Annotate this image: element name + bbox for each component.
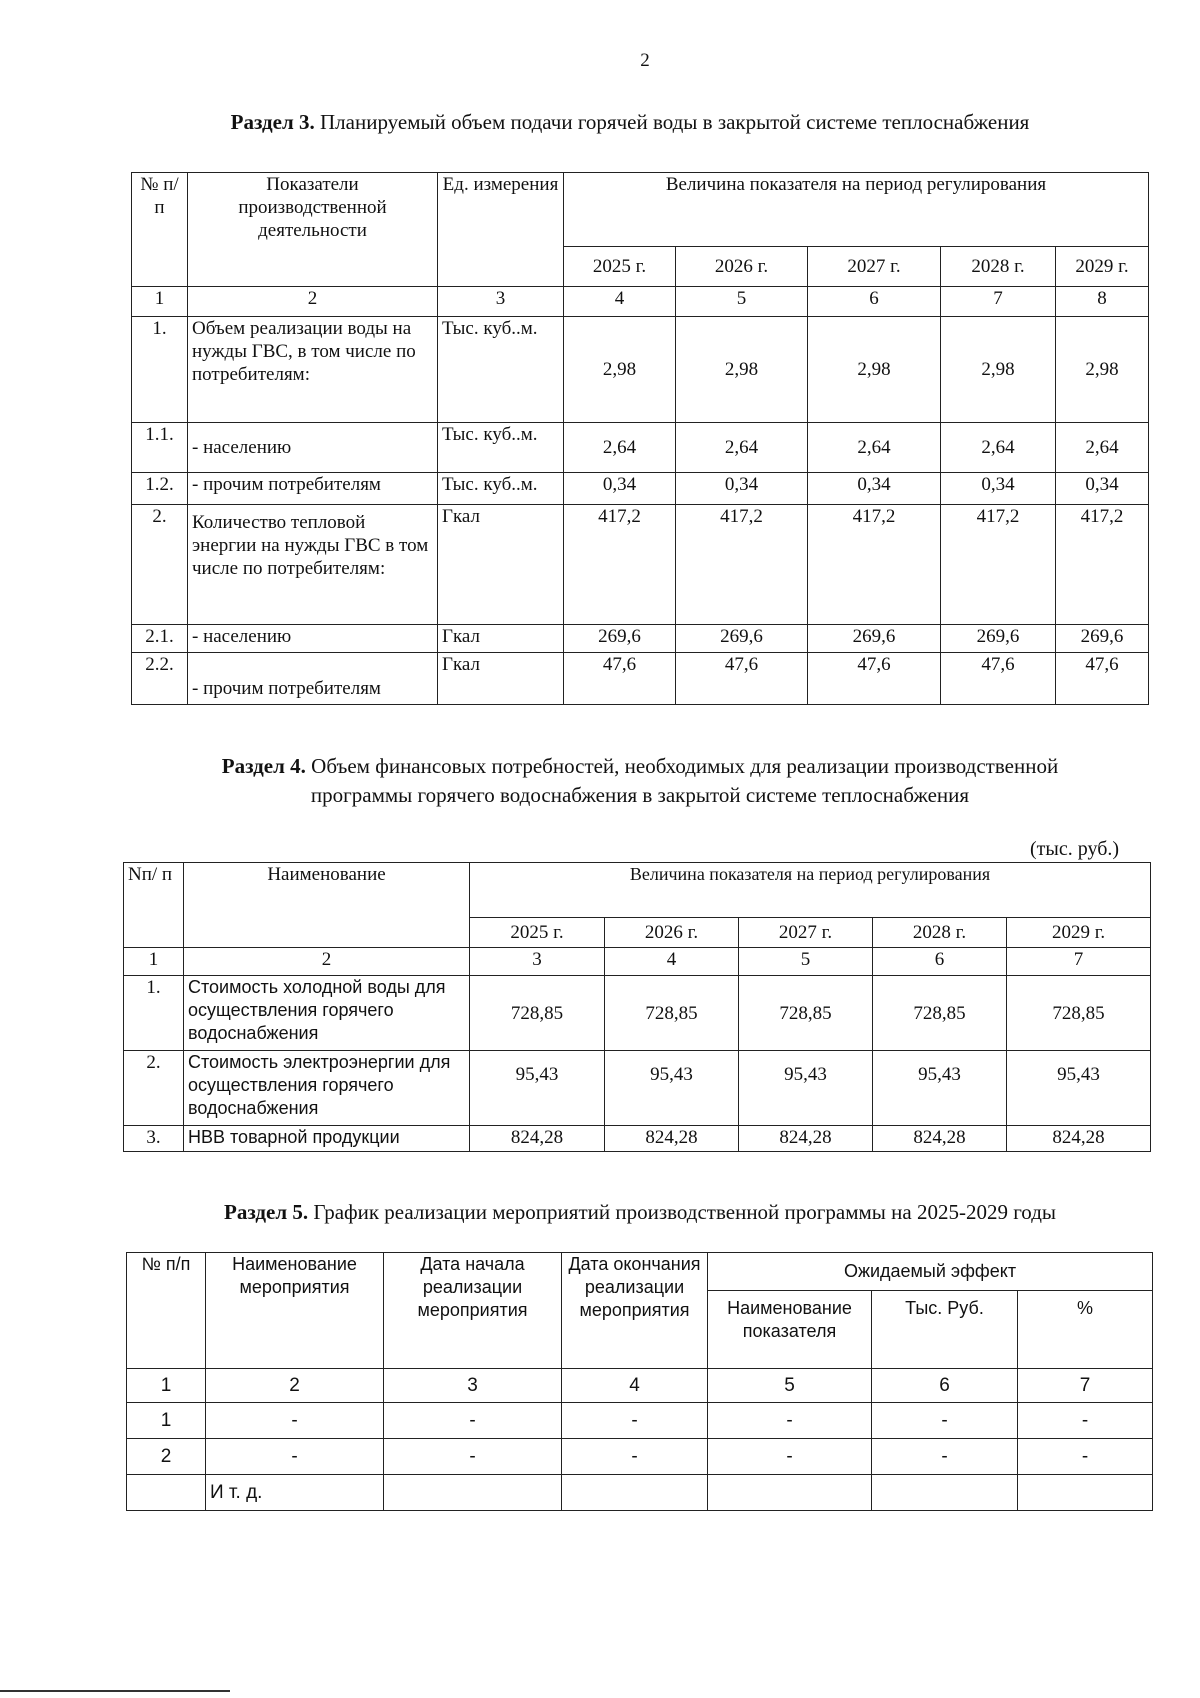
row-value: 2,64 bbox=[941, 423, 1056, 473]
table-row bbox=[127, 1475, 1153, 1511]
row-unit: Тыс. куб..м. bbox=[438, 423, 564, 473]
row-value: 47,6 bbox=[1056, 653, 1149, 705]
row-value: 824,28 bbox=[605, 1126, 739, 1152]
row-num: 1. bbox=[124, 976, 184, 1051]
s4-header-name: Наименование bbox=[184, 863, 470, 948]
table-row bbox=[132, 653, 1149, 705]
row-value: 47,6 bbox=[676, 653, 808, 705]
section4-title-line2: программы горячего водоснабжения в закрытой системе теплоснабжения bbox=[310, 783, 970, 807]
cell bbox=[708, 1475, 872, 1511]
s3-header-num: № п/п bbox=[132, 173, 188, 287]
row-value: 417,2 bbox=[1056, 505, 1149, 625]
s5-header-effect-name: Наименование показателя bbox=[708, 1291, 872, 1369]
row-value: 0,34 bbox=[808, 473, 941, 505]
row-value: 2,98 bbox=[1056, 317, 1149, 423]
cell: - bbox=[1018, 1403, 1153, 1439]
section5-table bbox=[126, 1252, 1153, 1511]
section3-table bbox=[131, 172, 1149, 705]
row-name: НВВ товарной продукции bbox=[184, 1126, 470, 1152]
cell bbox=[384, 1475, 562, 1511]
row-value: 2,64 bbox=[564, 423, 676, 473]
section4-heading bbox=[130, 752, 1150, 810]
row-value: 269,6 bbox=[564, 625, 676, 653]
table-row bbox=[132, 505, 1149, 625]
s4-col-num: 3 bbox=[470, 948, 605, 976]
s3-year: 2027 г. bbox=[808, 247, 941, 287]
row-num: 1.2. bbox=[132, 473, 188, 505]
s5-col-num: 3 bbox=[384, 1369, 562, 1403]
s3-col-num: 4 bbox=[564, 287, 676, 317]
table-row bbox=[127, 1403, 1153, 1439]
row-num: 2. bbox=[132, 505, 188, 625]
row-name: - населению bbox=[188, 625, 438, 653]
row-value: 0,34 bbox=[564, 473, 676, 505]
cell: - bbox=[708, 1403, 872, 1439]
s4-year: 2028 г. bbox=[873, 918, 1007, 948]
s5-header-start: Дата начала реализации мероприятия bbox=[384, 1253, 562, 1369]
cell: - bbox=[384, 1403, 562, 1439]
s3-col-num: 2 bbox=[188, 287, 438, 317]
s5-header-effect-pct: % bbox=[1018, 1291, 1153, 1369]
s5-col-num: 4 bbox=[562, 1369, 708, 1403]
cell: 2 bbox=[127, 1439, 206, 1475]
s4-col-num: 5 bbox=[739, 948, 873, 976]
row-value: 95,43 bbox=[470, 1051, 605, 1126]
section3-heading bbox=[150, 108, 1110, 137]
s4-header-num: Nп/ п bbox=[124, 863, 184, 948]
s3-year: 2029 г. bbox=[1056, 247, 1149, 287]
row-num: 1.1. bbox=[132, 423, 188, 473]
s3-col-num: 3 bbox=[438, 287, 564, 317]
row-value: 417,2 bbox=[564, 505, 676, 625]
row-value: 47,6 bbox=[808, 653, 941, 705]
s5-header-name: Наименование мероприятия bbox=[206, 1253, 384, 1369]
s3-col-num: 8 bbox=[1056, 287, 1149, 317]
section3-label: Раздел 3. bbox=[230, 110, 315, 134]
s3-header-value-group: Величина показателя на период регулирования bbox=[564, 173, 1149, 247]
s5-header-end: Дата окончания реализации мероприятия bbox=[562, 1253, 708, 1369]
s3-year: 2028 г. bbox=[941, 247, 1056, 287]
cell: - bbox=[1018, 1439, 1153, 1475]
cell bbox=[872, 1475, 1018, 1511]
row-name: Объем реализации воды на нужды ГВС, в том числе по потребителям: bbox=[188, 317, 438, 423]
row-value: 95,43 bbox=[1007, 1051, 1151, 1126]
row-value: 2,98 bbox=[808, 317, 941, 423]
cell bbox=[1018, 1475, 1153, 1511]
section4-heading-line1 bbox=[130, 752, 1150, 781]
s3-col-num: 7 bbox=[941, 287, 1056, 317]
row-value: 2,98 bbox=[941, 317, 1056, 423]
s4-header-value-group: Величина показателя на период регулирования bbox=[470, 863, 1151, 918]
s4-col-num: 2 bbox=[184, 948, 470, 976]
cell bbox=[562, 1475, 708, 1511]
cell: - bbox=[206, 1439, 384, 1475]
table-row bbox=[127, 1439, 1153, 1475]
s4-year: 2027 г. bbox=[739, 918, 873, 948]
table-row bbox=[124, 1051, 1151, 1126]
row-unit: Тыс. куб..м. bbox=[438, 473, 564, 505]
row-value: 269,6 bbox=[1056, 625, 1149, 653]
row-num: 2.2. bbox=[132, 653, 188, 705]
row-value: 417,2 bbox=[808, 505, 941, 625]
s4-col-num: 4 bbox=[605, 948, 739, 976]
cell: - bbox=[384, 1439, 562, 1475]
row-value: 824,28 bbox=[470, 1126, 605, 1152]
cell bbox=[127, 1475, 206, 1511]
row-value: 0,34 bbox=[941, 473, 1056, 505]
cell: И т. д. bbox=[206, 1475, 384, 1511]
s4-year: 2029 г. bbox=[1007, 918, 1151, 948]
row-name: - прочим потребителям bbox=[188, 653, 438, 705]
cell: 1 bbox=[127, 1403, 206, 1439]
cell: - bbox=[872, 1439, 1018, 1475]
row-value: 95,43 bbox=[873, 1051, 1007, 1126]
row-value: 47,6 bbox=[564, 653, 676, 705]
section5-title: График реализации мероприятий производственной программы на 2025-2029 годы bbox=[313, 1200, 1056, 1224]
s4-year: 2025 г. bbox=[470, 918, 605, 948]
row-value: 728,85 bbox=[1007, 976, 1151, 1051]
row-value: 824,28 bbox=[873, 1126, 1007, 1152]
row-unit: Гкал bbox=[438, 505, 564, 625]
section4-table bbox=[123, 862, 1151, 1152]
s3-year: 2026 г. bbox=[676, 247, 808, 287]
row-name: Стоимость холодной воды для осуществления горячего водоснабжения bbox=[184, 976, 470, 1051]
s4-col-num: 6 bbox=[873, 948, 1007, 976]
s4-col-num: 7 bbox=[1007, 948, 1151, 976]
s5-col-num: 6 bbox=[872, 1369, 1018, 1403]
cell: - bbox=[872, 1403, 1018, 1439]
row-num: 2. bbox=[124, 1051, 184, 1126]
row-value: 2,98 bbox=[676, 317, 808, 423]
row-name: Стоимость электроэнергии для осуществления горячего водоснабжения bbox=[184, 1051, 470, 1126]
row-name: - населению bbox=[188, 423, 438, 473]
s3-col-num: 5 bbox=[676, 287, 808, 317]
row-value: 824,28 bbox=[1007, 1126, 1151, 1152]
cell: - bbox=[206, 1403, 384, 1439]
cell: - bbox=[562, 1439, 708, 1475]
section4-label: Раздел 4. bbox=[221, 754, 306, 778]
row-value: 269,6 bbox=[676, 625, 808, 653]
table-row bbox=[124, 976, 1151, 1051]
row-value: 728,85 bbox=[873, 976, 1007, 1051]
row-num: 2.1. bbox=[132, 625, 188, 653]
row-value: 269,6 bbox=[808, 625, 941, 653]
cell: - bbox=[562, 1403, 708, 1439]
row-unit: Гкал bbox=[438, 625, 564, 653]
row-value: 47,6 bbox=[941, 653, 1056, 705]
row-name: - прочим потребителям bbox=[188, 473, 438, 505]
s3-header-indicator: Показатели производственной деятельности bbox=[188, 173, 438, 287]
row-name: Количество тепловой энергии на нужды ГВС в том числе по потребителям: bbox=[188, 505, 438, 625]
section3-title: Планируемый объем подачи горячей воды в закрытой системе теплоснабжения bbox=[320, 110, 1030, 134]
table-row bbox=[132, 473, 1149, 505]
row-value: 95,43 bbox=[605, 1051, 739, 1126]
row-value: 0,34 bbox=[1056, 473, 1149, 505]
section4-unit-note: (тыс. руб.) bbox=[1030, 838, 1120, 860]
s5-col-num: 2 bbox=[206, 1369, 384, 1403]
row-num: 3. bbox=[124, 1126, 184, 1152]
section5-label: Раздел 5. bbox=[224, 1200, 309, 1224]
s5-col-num: 1 bbox=[127, 1369, 206, 1403]
row-value: 2,98 bbox=[564, 317, 676, 423]
s5-col-num: 5 bbox=[708, 1369, 872, 1403]
row-value: 728,85 bbox=[470, 976, 605, 1051]
row-unit: Гкал bbox=[438, 653, 564, 705]
table-row bbox=[132, 423, 1149, 473]
s3-col-num: 1 bbox=[132, 287, 188, 317]
row-value: 728,85 bbox=[739, 976, 873, 1051]
s4-col-num: 1 bbox=[124, 948, 184, 976]
footer-rule bbox=[0, 1690, 230, 1692]
section4-title-line1: Объем финансовых потребностей, необходимых для реализации производственной bbox=[311, 754, 1059, 778]
row-value: 417,2 bbox=[941, 505, 1056, 625]
row-value: 95,43 bbox=[739, 1051, 873, 1126]
section5-heading bbox=[150, 1198, 1130, 1227]
s4-year: 2026 г. bbox=[605, 918, 739, 948]
row-value: 2,64 bbox=[808, 423, 941, 473]
row-value: 728,85 bbox=[605, 976, 739, 1051]
s3-year: 2025 г. bbox=[564, 247, 676, 287]
row-value: 417,2 bbox=[676, 505, 808, 625]
row-value: 824,28 bbox=[739, 1126, 873, 1152]
table-row bbox=[132, 625, 1149, 653]
row-value: 2,64 bbox=[676, 423, 808, 473]
table-row bbox=[124, 1126, 1151, 1152]
cell: - bbox=[708, 1439, 872, 1475]
table-row bbox=[132, 317, 1149, 423]
s5-header-num: № п/п bbox=[127, 1253, 206, 1369]
row-unit: Тыс. куб..м. bbox=[438, 317, 564, 423]
s5-header-effect: Ожидаемый эффект bbox=[708, 1253, 1153, 1291]
row-value: 2,64 bbox=[1056, 423, 1149, 473]
s3-col-num: 6 bbox=[808, 287, 941, 317]
row-value: 269,6 bbox=[941, 625, 1056, 653]
row-num: 1. bbox=[132, 317, 188, 423]
s5-header-effect-rub: Тыс. Руб. bbox=[872, 1291, 1018, 1369]
s3-header-unit: Ед. измерения bbox=[438, 173, 564, 287]
s5-col-num: 7 bbox=[1018, 1369, 1153, 1403]
page-number: 2 bbox=[640, 50, 650, 71]
row-value: 0,34 bbox=[676, 473, 808, 505]
